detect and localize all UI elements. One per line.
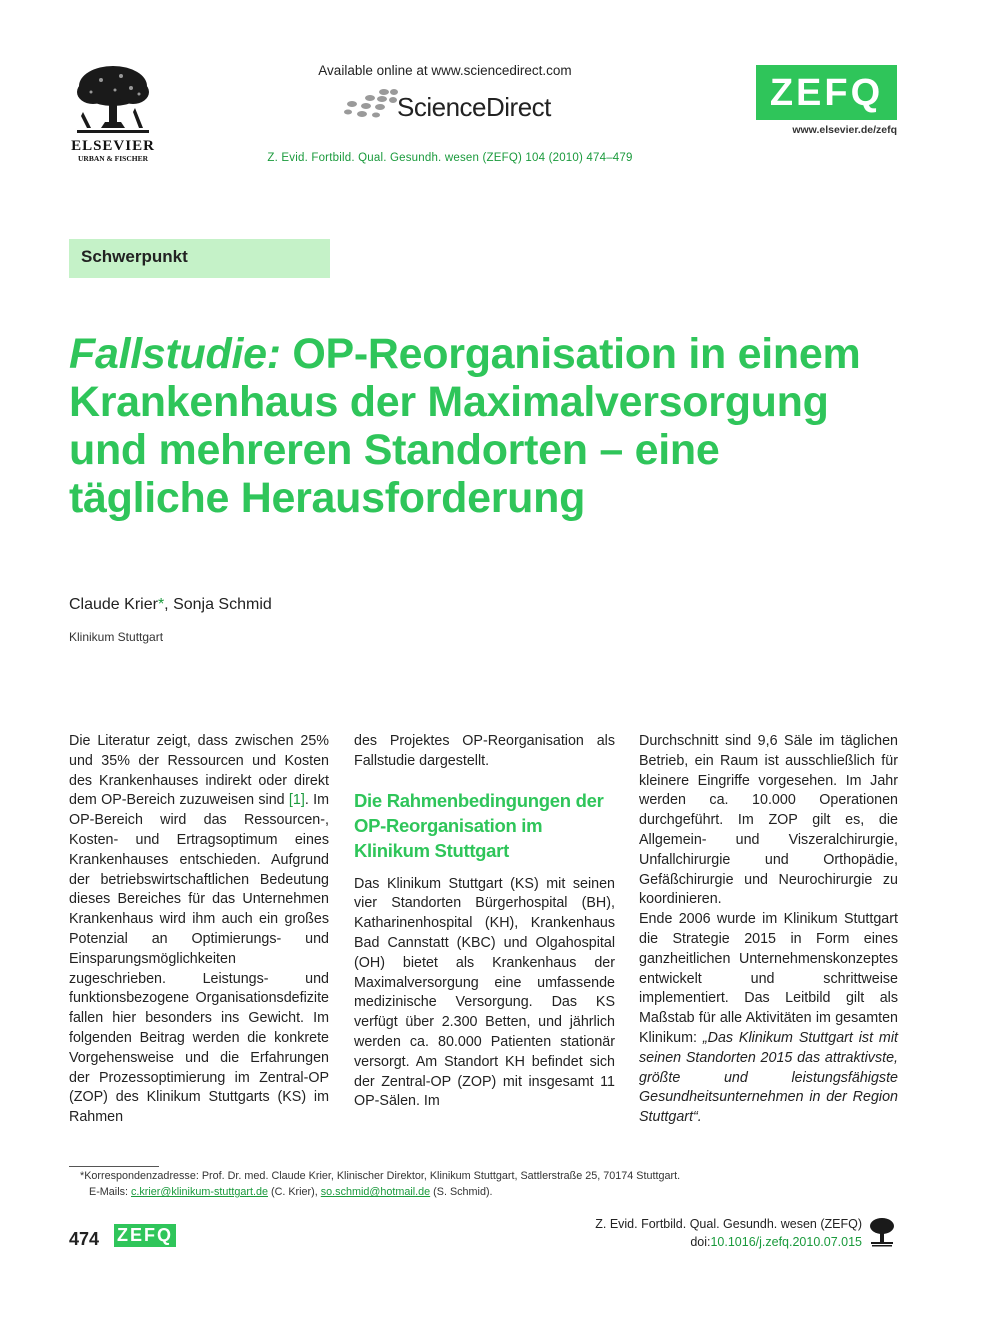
available-online-text[interactable]: Available online at www.sciencedirect.com bbox=[318, 63, 572, 78]
email-name-2: (S. Schmid). bbox=[430, 1186, 493, 1198]
corresponding-author-link[interactable]: * bbox=[157, 596, 165, 613]
zefq-logo: ZEFQ bbox=[756, 65, 897, 120]
footer-doi bbox=[560, 1235, 862, 1249]
paragraph bbox=[639, 910, 898, 1128]
section-label: Schwerpunkt bbox=[81, 247, 188, 266]
sciencedirect-wordmark: ScienceDirect bbox=[397, 92, 551, 122]
email-link-1[interactable]: c.krier@klinikum-stuttgart.de bbox=[131, 1186, 268, 1198]
sciencedirect-dots-icon bbox=[340, 86, 400, 120]
footnote-emails bbox=[89, 1186, 909, 1198]
title-lead: Fallstudie: bbox=[69, 330, 281, 378]
author-2: Sonja Schmid bbox=[173, 596, 272, 613]
article-title bbox=[69, 330, 869, 522]
footer-journal: Z. Evid. Fortbild. Qual. Gesundh. wesen (ZEFQ) bbox=[595, 1217, 862, 1231]
footer-zefq-logo: ZEFQ bbox=[114, 1224, 176, 1247]
journal-citation: Z. Evid. Fortbild. Qual. Gesundh. wesen (ZEFQ) 104 (2010) 474–479 bbox=[267, 152, 633, 164]
footnote-address: *Korrespondenzadresse: Prof. Dr. med. Claude Krier, Klinischer Direktor, Klinikum Stuttgart, Sattlerstraße 25, 70174 Stuttgart. bbox=[80, 1170, 681, 1182]
text-run: Die Literatur zeigt, dass zwischen 25% und 35% der Ressourcen und Kosten des Krankenhauses indirekt oder direkt dem OP-Bereich zuzuweisen sind bbox=[69, 733, 329, 809]
publisher-name: ELSEVIER bbox=[71, 138, 155, 154]
elsevier-logo bbox=[68, 62, 158, 170]
page-number: 474 bbox=[69, 1229, 100, 1249]
emails-label: E-Mails: bbox=[89, 1186, 131, 1198]
text-run: Ende 2006 wurde im Klinikum Stuttgart die Strategie 2015 in Form eines ganzheitlichen Unternehmenskonzeptes entwickelt und schrittweise implementiert. Das Leitbild gilt als Maßstab für alle Aktivitäten im gesamten Klinikum: bbox=[639, 911, 898, 1046]
reference-link[interactable]: [1] bbox=[288, 792, 305, 809]
author-separator: , bbox=[164, 596, 174, 613]
journal-url[interactable]: www.elsevier.de/zefq bbox=[792, 124, 897, 136]
title-rest: OP-Reorganisation in einem Krankenhaus der Maximalversorgung und mehreren Standorten – eine tägliche Herausforderung bbox=[69, 330, 861, 522]
section-heading: Die Rahmenbedingungen der OP-Reorganisation im Klinikum Stuttgart bbox=[354, 789, 604, 861]
author-1: Claude Krier bbox=[69, 596, 158, 613]
authors bbox=[69, 596, 272, 614]
footnote-divider bbox=[69, 1166, 159, 1167]
body-column-1 bbox=[69, 732, 329, 1128]
publisher-sub: URBAN & FISCHER bbox=[77, 154, 148, 163]
text-run: . Im OP-Bereich wird das Ressourcen-, Kosten- und Ertragsoptimum eines Krankenhauses entschieden. Aufgrund der betriebswirtschaftlichen Bedeutung dieses Bereiches für das Unternehmen Krankenhaus wird ihm auch ein großes Potenzial an Optimierungs- und Einsparungsmöglichkeiten zugeschrieben. Leistungs- und funktionsbezogene Organisationsdefizite fallen hier besonders ins Gewicht. Im folgenden Beitrag werden die konkrete Vorgehensweise und die Erfahrungen der Prozessoptimierung im Zentral-OP (ZOP) des Klinikum Stuttgarts (KS) im Rahmen bbox=[69, 792, 330, 1126]
body-column-2 bbox=[354, 732, 615, 1112]
doi-prefix: doi: bbox=[690, 1235, 711, 1249]
affiliation: Klinikum Stuttgart bbox=[69, 630, 164, 644]
paragraph: Das Klinikum Stuttgart (KS) mit seinen vier Standorten Bürgerhospital (BH), Katharinenhospital (KH), Krankenhaus Bad Cannstatt (KBC) und Olgahospital (OH) bietet als Krankenhaus der Maximalversorgung eine umfassende medizinische Versorgung. Das KS verfügt über 2.300 Betten, und jährlich werden ca. 80.000 Patienten stationär versorgt. Am Standort KH befindet sich der Zentral-OP (ZOP) mit insgesamt 11 OP-Sälen. Im bbox=[354, 875, 615, 1110]
paragraph: des Projektes OP-Reorganisation als Fallstudie dargestellt. bbox=[354, 733, 615, 769]
email-name-1: (C. Krier), bbox=[267, 1186, 321, 1198]
mission-quote: „Das Klinikum Stuttgart ist mit seinen Standorten 2015 das attraktivste, größte und leistungsfähigste Gesundheitsunternehmen in der Region Stuttgart“. bbox=[639, 1029, 898, 1126]
body-column-3 bbox=[639, 732, 898, 1128]
elsevier-tree-icon bbox=[71, 62, 155, 136]
paragraph: Durchschnitt sind 9,6 Säle im täglichen Betrieb, ein Raum ist ausschließlich für kleinere Eingriffe vorgesehen. Im Jahr werden ca. 10.000 Operationen durchgeführt. Im ZOP gilt es, die Allgemein- und Viszeralchirurgie, Unfallchirurgie und Orthopädie, Gefäßchirurgie und Neurochirurgie zu koordinieren. bbox=[639, 733, 898, 908]
email-link-2[interactable]: so.schmid@hotmail.de bbox=[320, 1186, 431, 1198]
elsevier-small-tree-icon bbox=[868, 1216, 896, 1248]
paragraph bbox=[69, 732, 329, 1128]
doi-link[interactable]: 10.1016/j.zefq.2010.07.015 bbox=[710, 1235, 862, 1249]
